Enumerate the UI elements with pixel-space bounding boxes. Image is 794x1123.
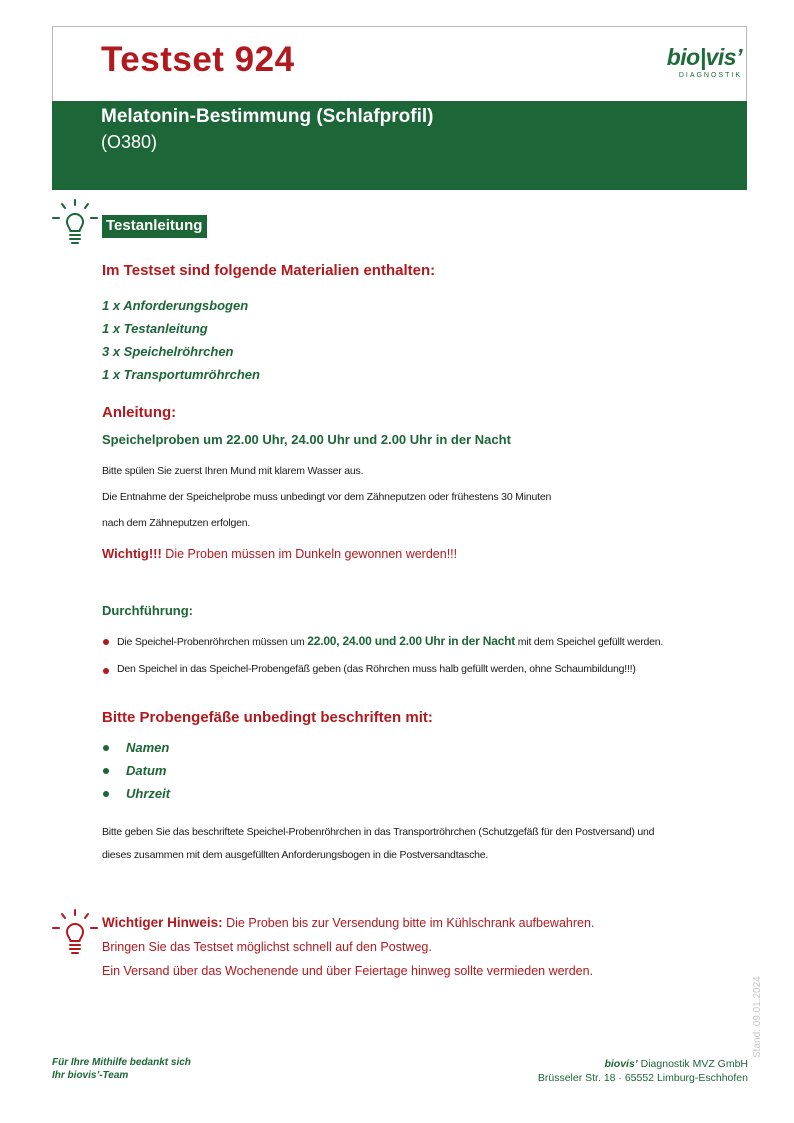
labeling-heading: Bitte Probengefäße unbedingt beschriften mit: <box>102 709 433 726</box>
bullet-icon <box>103 639 109 645</box>
durchfuehrung-item <box>117 634 663 648</box>
labeling-item: Uhrzeit <box>126 786 171 801</box>
notice-line <box>102 915 594 930</box>
bullet-icon <box>103 668 109 674</box>
item-times: 22.00, 24.00 und 2.00 Uhr in der Nacht <box>307 634 516 648</box>
material-item: 1 x Anforderungsbogen <box>102 298 249 313</box>
durchfuehrung-item: Den Speichel in das Speichel-Probengefäß geben (das Röhrchen muss halb gefüllt werden, ohne Schaumbildung!!!) <box>117 663 636 675</box>
anleitung-subheading: Speichelproben um 22.00 Uhr, 24.00 Uhr und 2.00 Uhr in der Nacht <box>102 432 511 447</box>
company-brand: biovis’ <box>604 1058 638 1070</box>
warning-label: Wichtig!!! <box>102 546 162 561</box>
item-text: Die Speichel-Probenröhrchen müssen um <box>117 636 308 648</box>
notice-line: Bringen Sie das Testset möglichst schnell auf den Postweg. <box>102 940 432 954</box>
warning-line <box>102 546 457 561</box>
notice-line: Ein Versand über das Wochenende und über Feiertage hinweg sollte vermieden werden. <box>102 964 594 978</box>
revision-date: Stand: 09.01.2024 <box>752 976 763 1058</box>
item-text: mit dem Speichel gefüllt werden. <box>515 636 664 648</box>
labeling-item: Namen <box>126 740 170 755</box>
footer-address: Brüsseler Str. 18 · 65552 Limburg-Eschhofen <box>537 1072 748 1084</box>
notice-text: Die Proben bis zur Versendung bitte im Kühlschrank aufbewahren. <box>222 916 595 930</box>
anleitung-heading: Anleitung: <box>102 404 177 421</box>
material-item: 3 x Speichelröhrchen <box>102 344 234 359</box>
anleitung-line: Bitte spülen Sie zuerst Ihren Mund mit klarem Wasser aus. <box>102 465 364 477</box>
logo-wordmark: bio|vis’ <box>666 44 742 70</box>
section-tag: Testanleitung <box>102 215 207 238</box>
durchfuehrung-heading: Durchführung: <box>102 603 193 618</box>
page-title: Testset 924 <box>101 40 295 79</box>
test-code: (O380) <box>101 132 158 152</box>
warning-text: Die Proben müssen im Dunkeln gewonnen werden!!! <box>161 547 458 561</box>
labeling-note: dieses zusammen mit dem ausgefüllten Anforderungsbogen in die Postversandtasche. <box>102 849 489 861</box>
anleitung-line: nach dem Zähneputzen erfolgen. <box>102 517 251 529</box>
footer-thanks: Für Ihre Mithilfe bedankt sich <box>52 1057 191 1068</box>
materials-heading: Im Testset sind folgende Materialien enthalten: <box>102 262 436 279</box>
notice-label: Wichtiger Hinweis: <box>102 915 223 930</box>
footer-company <box>604 1058 748 1070</box>
labeling-note: Bitte geben Sie das beschriftete Speichel-Probenröhrchen in das Transportröhrchen (Schutzgefäß für den Postversand) und <box>102 826 655 838</box>
footer-team: Ihr biovis’-Team <box>52 1070 129 1081</box>
anleitung-line: Die Entnahme der Speichelprobe muss unbedingt vor dem Zähneputzen oder frühestens 30 Minuten <box>102 491 552 503</box>
labeling-item: Datum <box>126 763 167 778</box>
lightbulb-icon <box>50 198 100 248</box>
company-name: Diagnostik MVZ GmbH <box>637 1058 748 1070</box>
biovis-logo <box>640 44 744 86</box>
material-item: 1 x Testanleitung <box>102 321 208 336</box>
bullet-icon <box>103 768 109 774</box>
bullet-icon <box>103 745 109 751</box>
bullet-icon <box>103 791 109 797</box>
material-item: 1 x Transportumröhrchen <box>102 367 260 382</box>
logo-subtitle: DIAGNOSTIK <box>678 72 742 79</box>
test-subtitle: Melatonin-Bestimmung (Schlafprofil) <box>101 106 434 127</box>
lightbulb-icon <box>50 908 100 958</box>
